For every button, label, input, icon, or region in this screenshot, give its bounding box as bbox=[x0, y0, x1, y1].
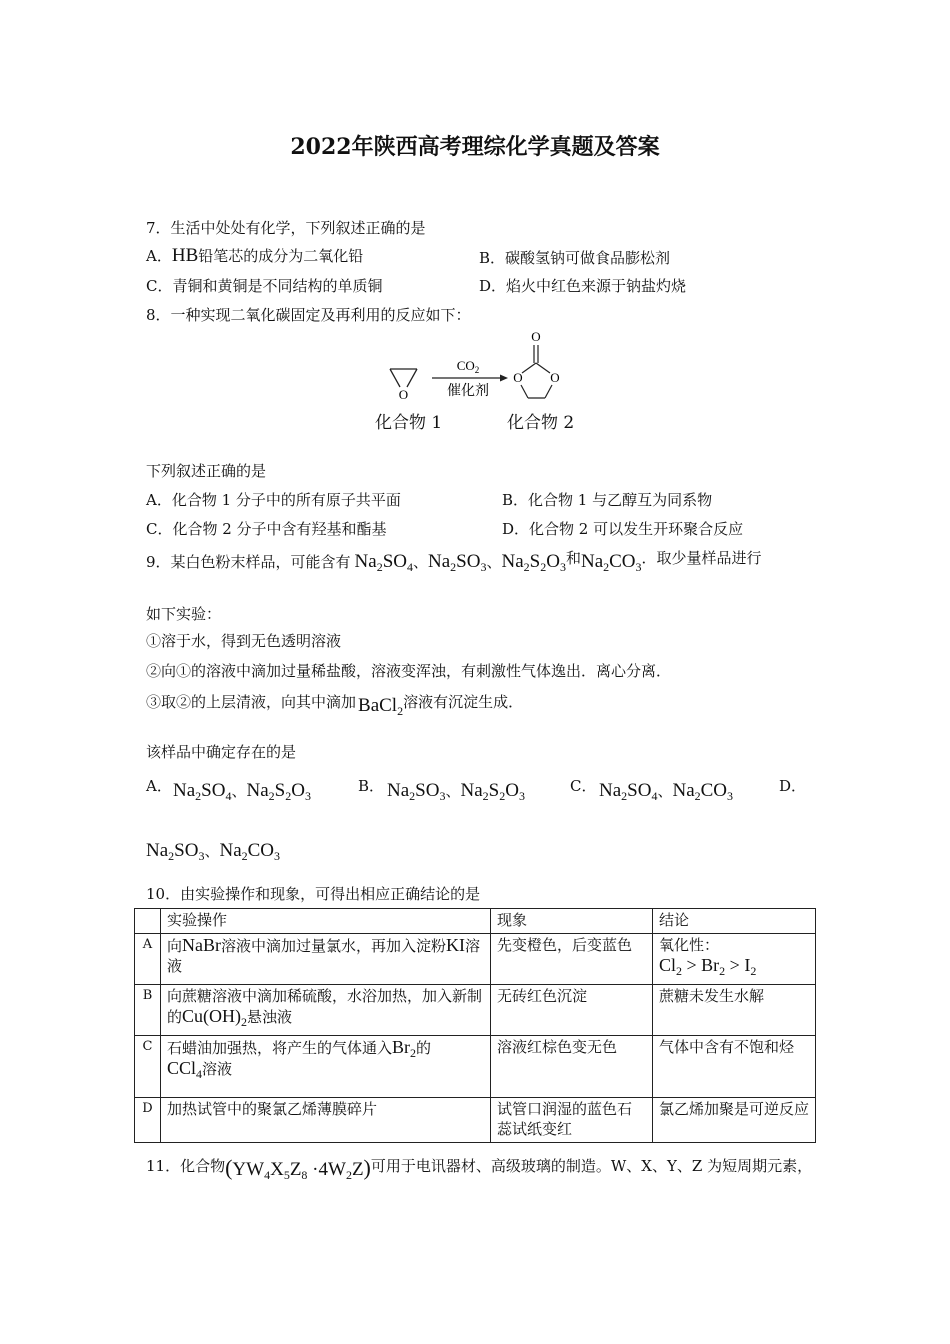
q7-option-a: A．HB铅笔芯的成分为二氧化铅 bbox=[146, 245, 364, 266]
q10-stem: 10．由实验操作和现象，可得出相应正确结论的是 bbox=[146, 885, 481, 903]
q9-stem: 9．某白色粉末样品，可能含有 $Na_2SO_4$、$Na_2SO_3$、$Na_2S_2O_3$和$Na_2CO_3$．取少量样品进行 bbox=[146, 549, 762, 574]
formula-na2co3: $Na_2CO_3$ bbox=[580, 551, 642, 574]
q9-option-c-label: C． bbox=[570, 777, 597, 795]
q8-lead: 下列叙述正确的是 bbox=[146, 462, 267, 480]
row-d-conclusion: 氯乙烯加聚是可逆反应 bbox=[653, 1098, 816, 1143]
row-b-phenomenon: 无砖红色沉淀 bbox=[491, 985, 653, 1036]
q9-step2: ②向①的溶液中滴加过量稀盐酸，溶液变浑浊，有刺激性气体逸出．离心分离． bbox=[146, 662, 672, 680]
q9-option-b-label: B． bbox=[358, 777, 385, 795]
compound2-structure bbox=[513, 329, 559, 398]
q11-stem: 11．化合物$(YW_4X_5Z_8 \cdot 4W_2Z)$可用于电讯器材、高级玻璃的制造。W、X、Y、Z 为短周期元素， bbox=[146, 1155, 813, 1182]
row-d-phenomenon: 试管口润湿的蓝色石蕊试纸变红 bbox=[491, 1098, 653, 1143]
q9-step3: ③取②的上层清液，向其中滴加 BaCl$_2$溶液有沉淀生成． bbox=[146, 693, 524, 718]
formula-na2so4: $Na_2SO_4$ bbox=[354, 551, 413, 574]
q7-option-d: D．焰火中红色来源于钠盐灼烧 bbox=[479, 277, 687, 295]
ring-o-right: O bbox=[550, 370, 560, 385]
q9-option-a: $Na_2SO_4$、$Na_2S_2O_3$ bbox=[173, 780, 311, 803]
header-phenomenon: 现象 bbox=[491, 909, 653, 934]
formula-na2s2o3: $Na_2S_2O_3$ bbox=[501, 551, 566, 574]
row-a-operation: 向NaBr溶液中滴加过量氯水，再加入淀粉KI溶液 bbox=[161, 934, 491, 985]
q8-stem: 8．一种实现二氧化碳固定及再利用的反应如下： bbox=[146, 306, 471, 324]
row-c-conclusion: 气体中含有不饱和烃 bbox=[653, 1036, 816, 1098]
q8-option-b: B．化合物 1 与乙醇互为同系物 bbox=[502, 491, 713, 509]
row-d-operation: 加热试管中的聚氯乙烯薄膜碎片 bbox=[161, 1098, 491, 1143]
row-a-phenomenon: 先变橙色，后变蓝色 bbox=[491, 934, 653, 985]
catalyst-label: 催化剂 bbox=[447, 383, 489, 399]
row-b-operation: 向蔗糖溶液中滴加稀硫酸，水浴加热，加入新制的$Cu(OH)_2$悬浊液 bbox=[161, 985, 491, 1036]
q8-option-d: D．化合物 2 可以发生开环聚合反应 bbox=[502, 520, 744, 538]
q7-option-b: B．碳酸氢钠可做食品膨松剂 bbox=[479, 249, 671, 267]
compound2-label: 化合物 2 bbox=[507, 413, 575, 433]
ring-o-left: O bbox=[513, 370, 523, 385]
formula-na2so3: $Na_2SO_3$ bbox=[428, 551, 487, 574]
q9-line2: 如下实验： bbox=[146, 605, 222, 623]
q8-option-a: A．化合物 1 分子中的所有原子共平面 bbox=[146, 491, 401, 509]
q9-option-d-label: D． bbox=[779, 777, 807, 795]
row-label: D bbox=[135, 1098, 161, 1143]
q9-step1: ①溶于水，得到无色透明溶液 bbox=[146, 632, 342, 650]
table-header-row bbox=[135, 909, 816, 934]
q9-option-b: $Na_2SO_3$、$Na_2S_2O_3$ bbox=[387, 780, 525, 803]
formula-q11: $(YW_4X_5Z_8 \cdot 4W_2Z)$ bbox=[225, 1155, 371, 1182]
row-c-operation: 石蜡油加强热，将产生的气体通入$Br_2$的 CCl$_4$溶液 bbox=[161, 1036, 491, 1098]
row-label: C bbox=[135, 1036, 161, 1098]
q9-option-a-label: A． bbox=[146, 777, 172, 795]
row-a-conclusion: 氧化性： $Cl_2 > Br_2 > I_2$ bbox=[653, 934, 816, 985]
q9-option-d: $Na_2SO_3$、$Na_2CO_3$ bbox=[146, 840, 281, 863]
table-row bbox=[135, 1036, 816, 1098]
row-b-conclusion: 蔗糖未发生水解 bbox=[653, 985, 816, 1036]
compound1-o-label: O bbox=[398, 387, 409, 402]
header-conclusion: 结论 bbox=[653, 909, 816, 934]
row-label: B bbox=[135, 985, 161, 1036]
q7-option-c: C．青铜和黄铜是不同结构的单质铜 bbox=[146, 277, 383, 295]
compound1-structure bbox=[390, 369, 417, 402]
page-title: 2022年陕西高考理综化学真题及答案 bbox=[290, 134, 660, 160]
q8-option-c: C．化合物 2 分子中含有羟基和酯基 bbox=[146, 520, 387, 538]
header-operation: 实验操作 bbox=[161, 909, 491, 934]
q9-option-c: $Na_2SO_4$、$Na_2CO_3$ bbox=[599, 780, 734, 803]
experiment-table bbox=[134, 908, 816, 1143]
reagent-label: $CO_2$ bbox=[456, 358, 480, 375]
row-c-phenomenon: 溶液红棕色变无色 bbox=[491, 1036, 653, 1098]
formula-bacl2: BaCl$_2$ bbox=[358, 695, 404, 718]
carbonyl-o-label: O bbox=[531, 329, 541, 344]
table-row bbox=[135, 1098, 816, 1143]
q7-formula-hb: HB bbox=[171, 245, 199, 266]
q9-question: 该样品中确定存在的是 bbox=[146, 743, 297, 761]
reaction-arrow bbox=[432, 375, 508, 382]
table-row bbox=[135, 934, 816, 985]
compound1-label: 化合物 1 bbox=[375, 413, 443, 433]
table-row bbox=[135, 985, 816, 1036]
q7-stem: 7．生活中处处有化学，下列叙述正确的是 bbox=[146, 219, 426, 237]
row-label: A bbox=[135, 934, 161, 985]
